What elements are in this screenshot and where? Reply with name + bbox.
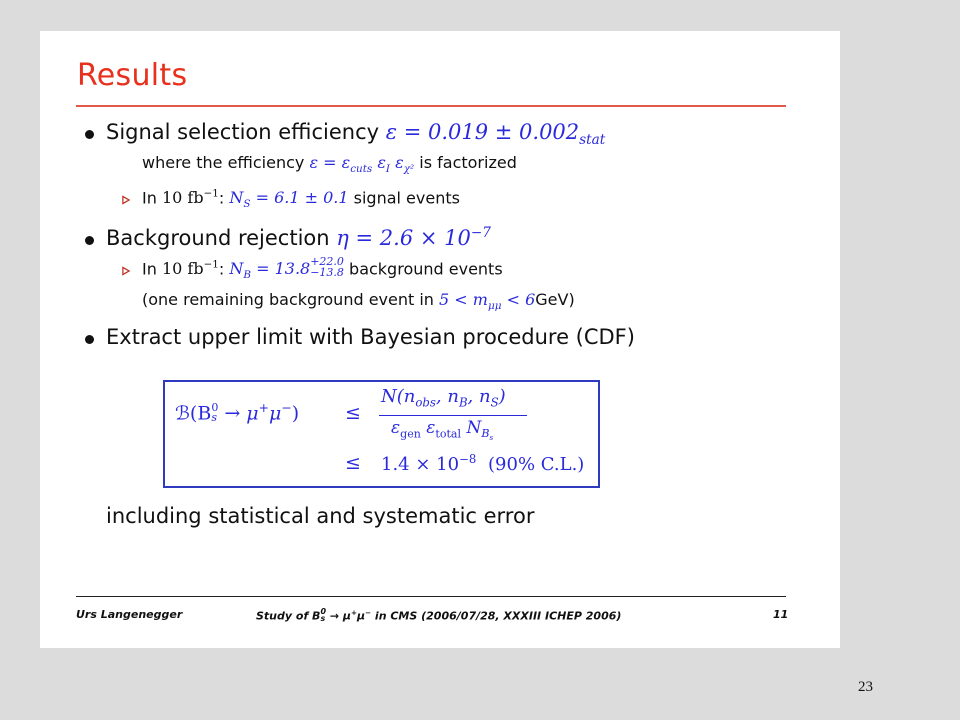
bullet-dot: [85, 130, 94, 139]
num-B: B: [458, 395, 468, 410]
bullet-dot: [85, 335, 94, 344]
footer-center-suffix: in CMS (2006/07/28, XXXIII ICHEP 2006): [371, 609, 622, 623]
leq-2: ≤: [345, 452, 361, 474]
fraction-numerator: [381, 386, 506, 410]
NB-N: N: [229, 259, 244, 279]
bullet2-line: [106, 225, 491, 250]
lumi-sup: −1: [203, 188, 219, 200]
bullet2-math: [336, 226, 491, 250]
eta-main: η = 2.6 × 10: [336, 226, 471, 250]
including-note: including statistical and systematic error: [106, 504, 535, 528]
NB-errors: [310, 257, 344, 278]
NS-sub: S: [243, 198, 251, 211]
den-N: N: [461, 418, 482, 438]
colon: :: [218, 188, 225, 208]
bullet2-text: Background rejection: [106, 226, 330, 250]
result-sup: −8: [459, 452, 477, 466]
footer-rule: [76, 596, 786, 597]
leq-1: ≤: [345, 402, 361, 424]
NB-err-up: +22.0: [310, 255, 344, 269]
NS-N: N: [229, 188, 244, 208]
eta-sup: −7: [470, 225, 491, 241]
footer-s: s: [320, 613, 326, 623]
lhs-0: 0: [211, 401, 219, 415]
lhs-arrow-mu: → μ: [218, 402, 259, 425]
bullet2-note-prefix: (one remaining background event in: [142, 290, 434, 309]
bullet1-item: [142, 188, 460, 211]
num-obs: obs: [415, 395, 436, 410]
bullet1-math-main: ε = 0.019 ± 0.002: [385, 120, 580, 144]
footer-0: 0: [320, 606, 327, 616]
den-eps: ε: [391, 418, 401, 438]
bullet1-subline: [142, 153, 517, 175]
eps-I: I: [385, 163, 391, 176]
lhs-Bs-scripts: [211, 403, 218, 423]
bullet1-item-lumi: [162, 188, 219, 207]
bullet3-text: Extract upper limit with Bayesian procedure (CDF): [106, 325, 635, 349]
result-cl: (90% C.L.): [488, 454, 585, 475]
bullet2-item-suffix: background events: [349, 259, 503, 279]
bullet1-sub-math: [309, 153, 415, 176]
lumi-main: 10 fb: [161, 259, 204, 279]
den-s: s: [489, 433, 494, 443]
triangle-bullet-icon: [122, 195, 130, 205]
mass-hi: < 6: [501, 290, 536, 309]
bullet1-math-sub: stat: [579, 132, 606, 149]
bullet2-item-math: [229, 255, 344, 282]
footer-page: 11: [773, 608, 789, 621]
mass-lo: 5 < m: [439, 290, 488, 309]
lhs-minus: −: [281, 401, 292, 415]
footer-mu: μ: [357, 609, 366, 623]
formula-result: [381, 452, 584, 475]
footer-center-prefix: Study of B: [256, 609, 321, 623]
bullet1-text: Signal selection efficiency: [106, 120, 380, 144]
bullet2-item-lumi: [162, 259, 219, 278]
fraction-bar: [379, 415, 527, 416]
lumi-main: 10 fb: [161, 188, 204, 208]
bullet1-item-suffix: signal events: [353, 188, 460, 208]
bullet1-math: [385, 120, 606, 149]
lhs-B: ℬ(B: [175, 402, 212, 425]
lhs-mu: μ: [269, 402, 282, 425]
bullet1-sub-prefix: where the efficiency: [142, 153, 305, 172]
bullet2-note-math: [439, 290, 536, 313]
bullet2-note: [142, 290, 575, 312]
den-Bs: [481, 427, 494, 443]
footer-minus: −: [365, 608, 372, 617]
den-total: total: [435, 427, 462, 441]
lumi-sup: −1: [203, 259, 219, 271]
slide-title: Results: [77, 58, 188, 93]
footer-center: [256, 608, 621, 623]
den-eps2: ε: [420, 418, 436, 438]
bullet-dot: [85, 236, 94, 245]
footer-plus: +: [351, 608, 357, 617]
eps-main: ε = ε: [309, 153, 351, 172]
triangle-bullet-icon: [122, 266, 130, 276]
bullet2-note-suffix: GeV): [535, 290, 575, 309]
mass-sub: μμ: [487, 300, 502, 313]
NS-rest: = 6.1 ± 0.1: [250, 188, 349, 208]
num-nS: , n: [467, 386, 491, 407]
slide: [40, 31, 840, 648]
bullet1-sub-suffix: is factorized: [419, 153, 517, 172]
bullet2-item: [142, 255, 503, 282]
eps-chi: χ²: [403, 163, 415, 176]
bullet1-line: [106, 120, 605, 148]
eps-chi-base: ε: [390, 153, 404, 172]
lhs-plus: +: [258, 401, 270, 415]
formula-box: [163, 380, 600, 488]
footer-decay: → μ: [326, 609, 352, 623]
title-underline: [76, 105, 786, 107]
footer-Bs-scripts: [320, 606, 327, 623]
result-value: 1.4 × 10: [381, 454, 460, 475]
formula-lhs: [175, 401, 299, 424]
lhs-s: s: [211, 411, 217, 425]
lhs-close: ): [291, 402, 300, 425]
num-nB: , n: [435, 386, 459, 407]
num-N: N(n: [381, 386, 416, 407]
num-close: ): [498, 386, 506, 407]
bullet1-item-math: [229, 188, 349, 211]
num-S: S: [490, 395, 499, 410]
NB-sub: B: [243, 269, 252, 282]
NB-err-down: −13.8: [310, 265, 344, 279]
eps-cuts: cuts: [350, 163, 373, 176]
eps-I-base: ε: [372, 153, 386, 172]
colon: :: [218, 259, 225, 279]
den-B: B: [481, 427, 490, 441]
footer-author: Urs Langenegger: [76, 608, 183, 621]
bullet1-item-prefix: In: [142, 188, 157, 208]
den-gen: gen: [400, 427, 421, 441]
page-number: 23: [858, 679, 873, 695]
bullet2-item-prefix: In: [142, 259, 157, 279]
fraction-denominator: [391, 418, 493, 443]
NB-rest: = 13.8: [251, 259, 311, 279]
